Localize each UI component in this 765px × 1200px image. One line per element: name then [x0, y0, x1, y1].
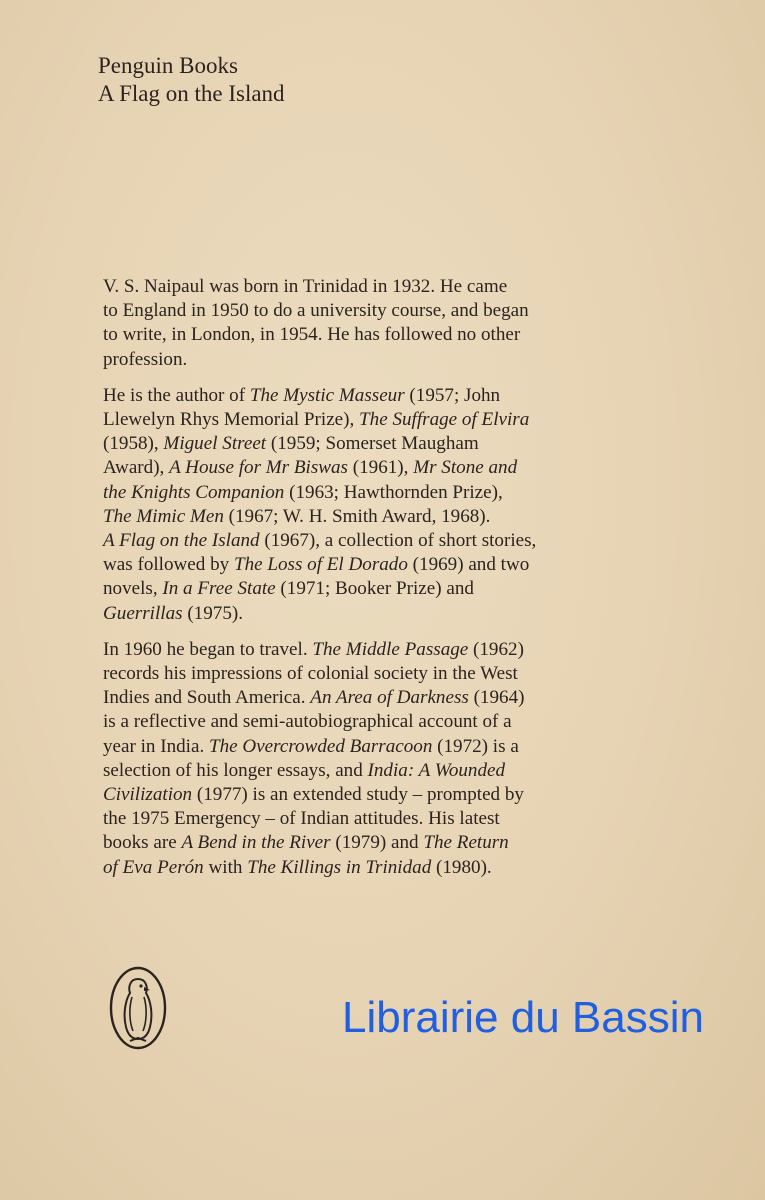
book-title-ref: India: A Wounded [367, 759, 506, 781]
bio-text: (1979) and [330, 832, 424, 854]
bio-text: (1963; Hawthornden Prize), [284, 481, 503, 503]
bio-text: to England in 1950 to do a university course, and began [103, 300, 529, 322]
book-title-ref: Mr Stone and [413, 457, 518, 479]
bio-text: is a reflective and semi-autobiographical account of a [103, 711, 512, 733]
bio-text: (1980). [431, 856, 492, 878]
bio-line [103, 348, 618, 372]
bio-text: V. S. Naipaul was born in Trinidad in 1932. He came [103, 276, 508, 297]
bio-line [103, 299, 618, 323]
bio-text: (1964) [468, 687, 525, 709]
bio-text: year in India. [103, 735, 210, 757]
book-title-ref: An Area of Darkness [310, 687, 469, 709]
bio-text: (1972) is a [432, 735, 519, 757]
bio-paragraph [103, 275, 623, 372]
bio-line [103, 481, 618, 505]
book-title-ref: The Middle Passage [312, 638, 469, 660]
bio-text: (1957; John [404, 384, 501, 406]
bio-text: with [203, 856, 248, 878]
bio-text: (1959; Somerset Maugham [266, 433, 479, 455]
book-title-ref: The Loss of El Dorado [233, 554, 408, 576]
bio-text: In 1960 he began to travel. [103, 638, 313, 660]
bio-line [103, 275, 618, 299]
bio-line [103, 577, 618, 601]
book-title-ref: the Knights Companion [103, 481, 285, 503]
bio-text: (1961), [347, 457, 414, 479]
bio-line [103, 759, 618, 783]
bio-paragraph [103, 384, 623, 626]
bio-text: Award), [103, 457, 170, 479]
bio-text: Indies and South America. [103, 687, 311, 709]
bio-line [103, 553, 618, 577]
bio-text: novels, [103, 578, 163, 600]
bio-line [103, 505, 618, 529]
book-title-ref: A Bend in the River [181, 832, 331, 854]
book-title-ref: The Mystic Masseur [249, 384, 405, 406]
bio-line [103, 831, 618, 855]
book-title-ref: of Eva Perón [103, 856, 204, 878]
bio-text: (1975). [182, 602, 243, 624]
bio-line [103, 783, 618, 807]
bio-line [103, 807, 618, 831]
bio-line [103, 662, 618, 686]
bio-text: (1967; W. H. Smith Award, 1968). [223, 505, 491, 527]
header [98, 52, 285, 108]
bio-text: (1977) is an extended study – prompted by [192, 784, 524, 806]
book-title-ref: The Mimic Men [103, 505, 224, 527]
bio-line [103, 602, 618, 626]
bio-line [103, 384, 618, 408]
book-title-ref: In a Free State [162, 578, 276, 600]
publisher-name: Penguin Books [98, 53, 238, 78]
book-title-ref: The Killings in Trinidad [247, 856, 432, 878]
author-biography [103, 275, 623, 892]
bio-text: was followed by [103, 554, 234, 576]
watermark-text: Librairie du Bassin [342, 993, 704, 1042]
bio-line [103, 456, 618, 480]
bio-text: (1969) and two [407, 554, 530, 576]
bio-text: (1971; Booker Prize) and [275, 578, 474, 600]
bio-line [103, 638, 618, 662]
bio-text: selection of his longer essays, and [103, 759, 368, 781]
bio-line [103, 686, 618, 710]
bio-text: (1958), [103, 433, 164, 455]
book-title-ref: The Overcrowded Barracoon [209, 735, 433, 757]
book-title-ref: The Suffrage of Elvira [359, 409, 530, 431]
bio-text: (1967), a collection of short stories, [259, 530, 537, 552]
book-title-ref: The Return [423, 832, 509, 854]
bio-text: profession. [103, 348, 188, 370]
book-title-ref: Guerrillas [103, 602, 183, 624]
book-title-ref: Miguel Street [163, 433, 267, 455]
bio-text: (1962) [468, 638, 524, 660]
bio-text: the 1975 Emergency – of Indian attitudes. His latest [103, 808, 500, 830]
bio-line [103, 529, 618, 553]
bio-text: He is the author of [103, 384, 250, 406]
bio-line [103, 710, 618, 734]
book-title-ref: A House for Mr Biswas [169, 457, 348, 479]
book-title: A Flag on the Island [98, 81, 285, 106]
bio-line [103, 735, 618, 759]
bio-text: Llewelyn Rhys Memorial Prize), [103, 409, 360, 431]
bio-line [103, 432, 618, 456]
bio-text: to write, in London, in 1954. He has followed no other [103, 324, 521, 346]
bio-line [103, 408, 618, 432]
book-title-ref: Civilization [103, 784, 193, 806]
penguin-logo-icon [108, 965, 168, 1051]
book-title-ref: A Flag on the Island [103, 530, 260, 552]
bio-line [103, 323, 618, 347]
bio-paragraph [103, 638, 623, 880]
bio-text: records his impressions of colonial society in the West [103, 663, 518, 685]
bio-line [103, 856, 618, 880]
bio-text: books are [103, 832, 182, 854]
